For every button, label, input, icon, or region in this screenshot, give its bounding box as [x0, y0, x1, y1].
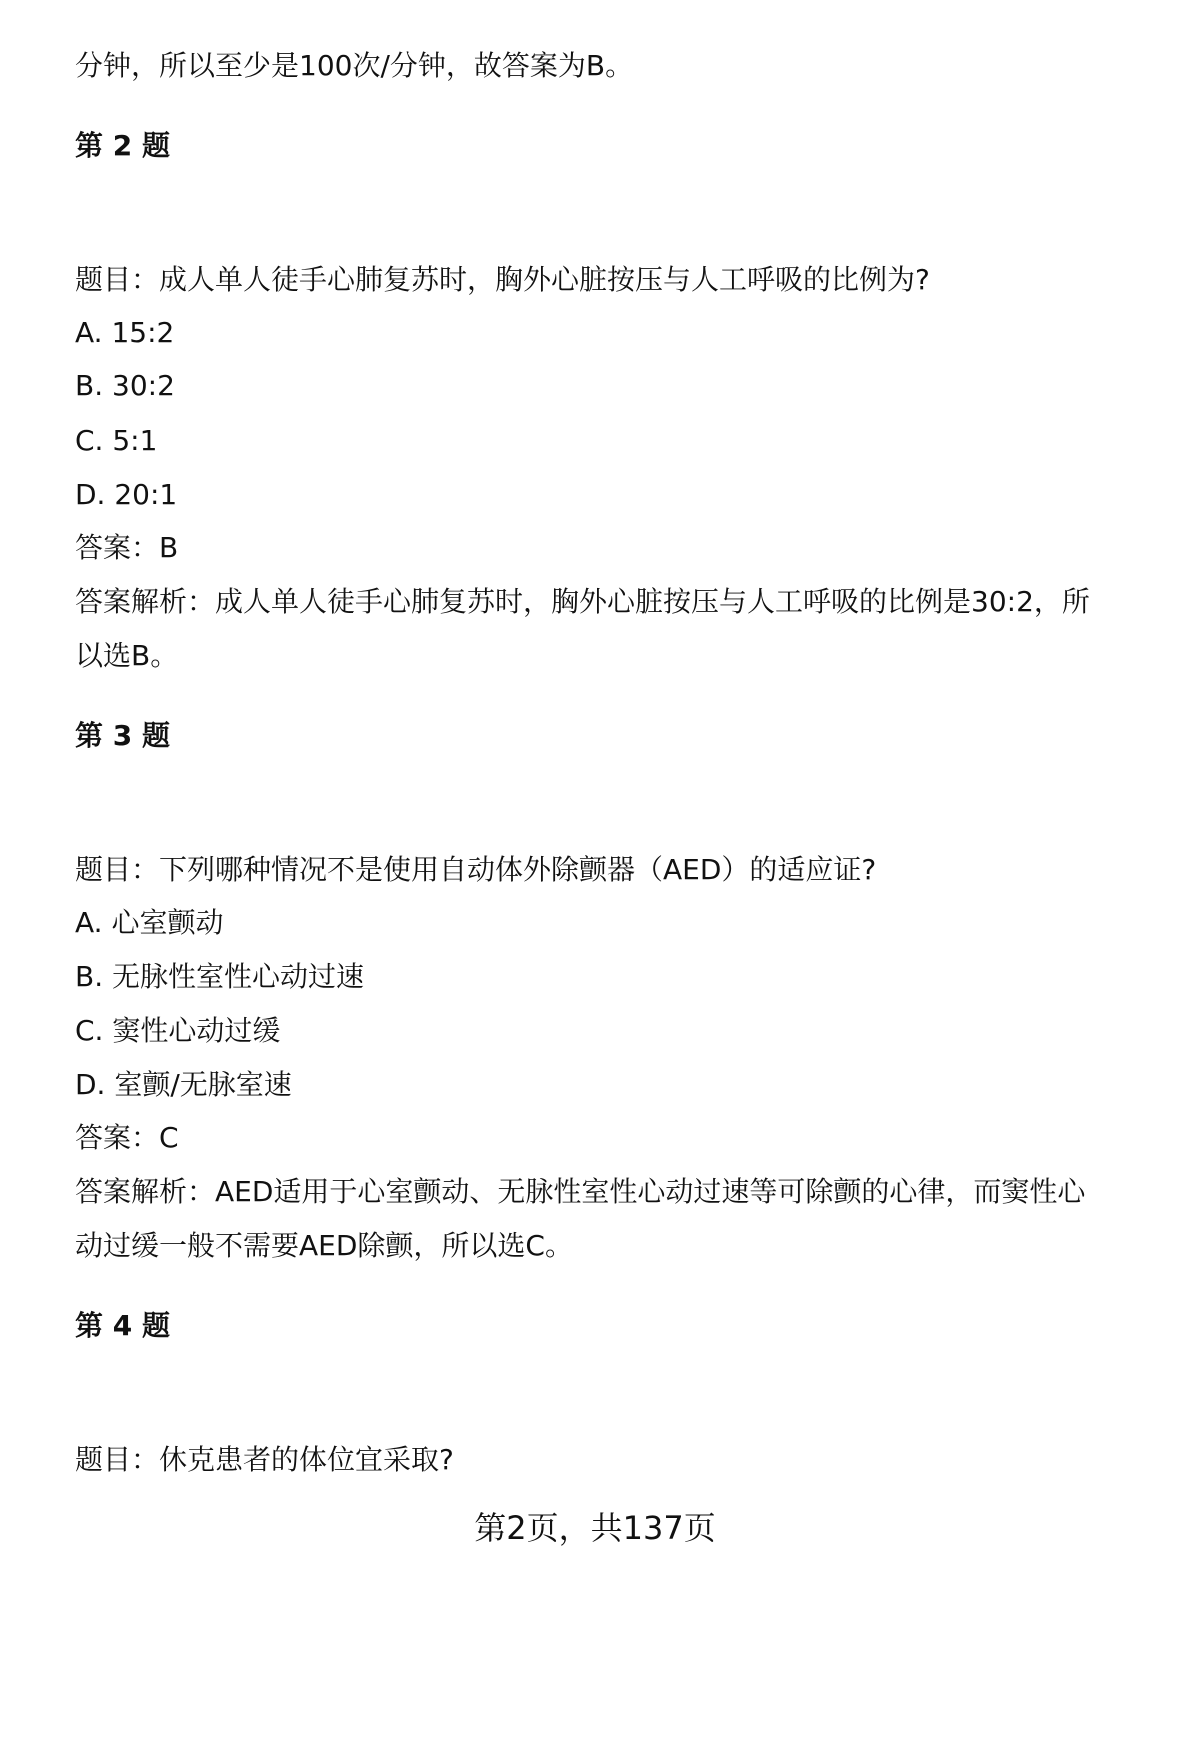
question-2-option-a: A. 15:2	[75, 316, 175, 349]
question-2-answer: 答案：B	[75, 531, 179, 564]
question-3-option-a: A. 心室颤动	[75, 906, 224, 939]
question-2-stem: 题目：成人单人徒手心肺复苏时，胸外心脏按压与人工呼吸的比例为?	[75, 263, 930, 296]
question-3-analysis-line-2: 动过缓一般不需要AED除颤，所以选C。	[75, 1229, 573, 1262]
question-3-answer: 答案：C	[75, 1121, 179, 1154]
question-3-option-d: D. 室颤/无脉室速	[75, 1068, 292, 1101]
question-3-heading: 第 3 题	[75, 719, 170, 752]
question-4-stem: 题目：休克患者的体位宜采取?	[75, 1443, 454, 1476]
page-number-footer: 第2页，共137页	[474, 1509, 716, 1547]
question-3-option-b: B. 无脉性室性心动过速	[75, 960, 365, 993]
question-3-option-c: C. 窦性心动过缓	[75, 1014, 281, 1047]
question-2-analysis-line-1: 答案解析：成人单人徒手心肺复苏时，胸外心脏按压与人工呼吸的比例是30:2，所	[75, 585, 1090, 618]
question-2-analysis-line-2: 以选B。	[75, 639, 179, 672]
question-3-analysis-line-1: 答案解析：AED适用于心室颤动、无脉性室性心动过速等可除颤的心律，而窦性心	[75, 1175, 1086, 1208]
question-2-option-c: C. 5:1	[75, 424, 158, 457]
question-4-heading: 第 4 题	[75, 1309, 170, 1342]
question-2-option-b: B. 30:2	[75, 369, 175, 402]
question-2-heading: 第 2 题	[75, 129, 170, 162]
question-2-option-d: D. 20:1	[75, 478, 178, 511]
continuation-text: 分钟，所以至少是100次/分钟，故答案为B。	[75, 49, 634, 82]
question-3-stem: 题目：下列哪种情况不是使用自动体外除颤器（AED）的适应证?	[75, 853, 877, 886]
